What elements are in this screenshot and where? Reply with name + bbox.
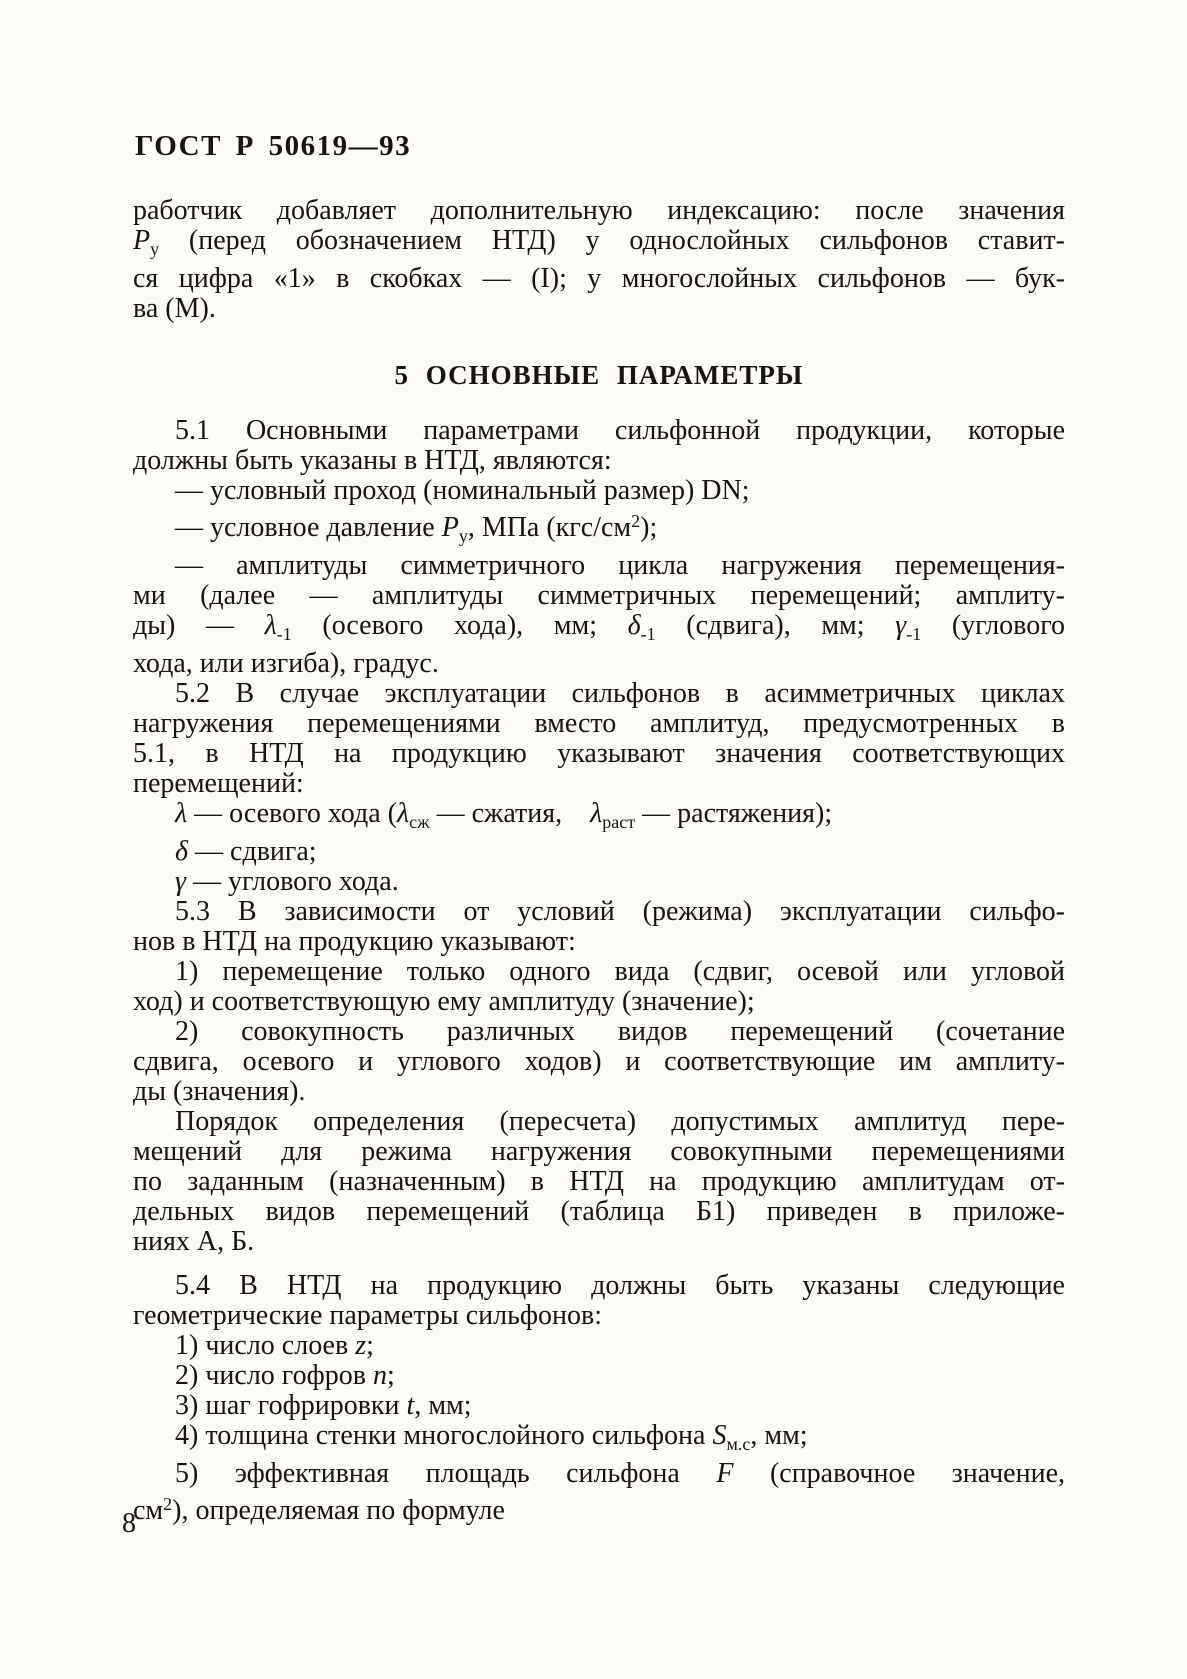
text-segment: 1) число слоев — [175, 1330, 356, 1361]
text-segment: Порядок определения (пересчета) допустимых амплитуд пере- — [175, 1106, 1065, 1137]
text-segment: 4) толщина стенки многослойного сильфона — [175, 1420, 713, 1451]
symbol-text: δ — [627, 610, 641, 641]
text-line — [133, 837, 1065, 867]
text-segment: ся цифра «1» в скобках — (I); у многослойных сильфонов — бук- — [133, 263, 1065, 294]
text-line — [133, 446, 1065, 476]
subscript-text: -1 — [906, 624, 922, 644]
text-line — [133, 1271, 1065, 1301]
text-segment: ), определяемая по формуле — [172, 1495, 505, 1526]
text-line — [133, 1047, 1065, 1077]
text-segment: — амплитуды симметричного цикла нагружения перемещения- — [175, 550, 1065, 581]
superscript-text: 2 — [631, 511, 641, 531]
text-line — [133, 1489, 1065, 1526]
text-segment: геометрические параметры сильфонов: — [133, 1300, 603, 1331]
text-segment: 5.1 Основными параметрами сильфонной продукции, которые — [175, 415, 1065, 446]
symbol-text: t — [406, 1390, 415, 1421]
symbol-text: λ — [175, 798, 188, 829]
text-line — [133, 506, 1065, 551]
text-segment: — сдвига; — [188, 836, 317, 867]
text-line — [133, 1167, 1065, 1197]
text-line — [133, 226, 1065, 264]
text-segment: , мм; — [414, 1390, 472, 1421]
text-line — [133, 927, 1065, 957]
symbol-text: γ — [895, 610, 907, 641]
text-segment: — растяжения); — [635, 798, 833, 829]
text-line — [133, 196, 1065, 226]
text-segment: , МПа (кгс/см — [467, 512, 632, 543]
paragraph — [133, 679, 1065, 897]
symbol-text: z — [355, 1330, 367, 1361]
text-line — [133, 1459, 1065, 1489]
text-segment: перемещений: — [133, 768, 304, 799]
text-line — [133, 739, 1065, 769]
text-segment: нов в НТД на продукцию указывают: — [133, 926, 576, 957]
text-segment: 2) совокупность различных видов перемещений (сочетание — [175, 1016, 1065, 1047]
text-segment: (сдвига), мм; — [655, 610, 896, 641]
symbol-text: λ — [396, 798, 410, 829]
text-segment: — условный проход (номинальный размер) DN; — [175, 475, 750, 506]
text-line — [133, 1301, 1065, 1331]
text-line — [133, 1227, 1065, 1257]
symbol-text: Р — [441, 512, 459, 543]
text-line — [133, 679, 1065, 709]
paragraph — [133, 1271, 1065, 1526]
subscript-text: м.с — [726, 1434, 751, 1454]
text-line — [133, 1421, 1065, 1459]
text-line — [133, 897, 1065, 927]
text-segment: 5) эффективная площадь сильфона — [175, 1458, 717, 1489]
section-heading: 5 ОСНОВНЫЕ ПАРАМЕТРЫ — [394, 360, 804, 390]
text-line — [133, 769, 1065, 799]
symbol-text: γ — [175, 866, 187, 897]
text-segment: дельных видов перемещений (таблица Б1) приведен в приложе- — [133, 1196, 1065, 1227]
text-segment: по заданным (назначенным) в НТД на продукцию амплитудам от- — [133, 1166, 1065, 1197]
subscript-text: у — [150, 239, 160, 259]
text-segment: — сжатия, — [429, 798, 591, 829]
text-segment: (справочное значение, — [733, 1458, 1065, 1489]
text-segment: ниях А, Б. — [133, 1226, 255, 1257]
text-line — [133, 1137, 1065, 1167]
text-line — [133, 1391, 1065, 1421]
text-line — [133, 264, 1065, 294]
text-line — [133, 1197, 1065, 1227]
text-segment: — углового хода. — [186, 866, 399, 897]
text-line — [133, 987, 1065, 1017]
text-line — [133, 551, 1065, 581]
symbol-text: Р — [133, 225, 151, 256]
text-segment: — осевого хода ( — [187, 798, 397, 829]
page-number: 8 — [122, 1508, 136, 1539]
text-segment: 2) число гофров — [175, 1360, 373, 1391]
text-segment: 5.3 В зависимости от условий (режима) эксплуатации сильфо- — [175, 896, 1065, 927]
text-segment: 3) шаг гофрировки — [175, 1390, 407, 1421]
text-segment: ; — [366, 1330, 374, 1361]
paragraph — [133, 416, 1065, 679]
subscript-text: -1 — [276, 624, 292, 644]
symbol-text: F — [716, 1458, 734, 1489]
text-segment: ми (далее — амплитуды симметричных перемещений; амплиту- — [133, 580, 1065, 611]
subscript-text: сж — [409, 812, 430, 832]
paragraph — [133, 897, 1065, 1257]
symbol-text: λ — [264, 610, 277, 641]
superscript-text: 2 — [163, 1494, 173, 1514]
symbol-text: n — [372, 1360, 387, 1391]
text-line — [133, 867, 1065, 897]
text-segment: 1) перемещение только одного вида (сдвиг, осевой или угловой — [175, 956, 1065, 987]
text-segment: — условное давление — [175, 512, 442, 543]
text-segment: 5.4 В НТД на продукцию должны быть указаны следующие — [175, 1270, 1065, 1301]
text-segment: хода, или изгиба), градус. — [133, 648, 439, 679]
text-line — [133, 709, 1065, 739]
symbol-text: δ — [175, 836, 189, 867]
text-segment: ва (М). — [133, 293, 216, 324]
text-segment: ); — [640, 512, 658, 543]
subscript-text: раст — [602, 812, 636, 832]
text-segment: ды (значения). — [133, 1076, 306, 1107]
paragraph — [133, 196, 1065, 324]
text-line — [133, 649, 1065, 679]
text-line — [133, 957, 1065, 987]
text-line — [133, 581, 1065, 611]
document-body — [133, 196, 1065, 1526]
text-segment: нагружения перемещениями вместо амплитуд, предусмотренных в — [133, 708, 1065, 739]
text-line — [133, 294, 1065, 324]
subscript-text: -1 — [640, 624, 656, 644]
text-line — [133, 1017, 1065, 1047]
text-segment: сдвига, осевого и углового ходов) и соответствующие им амплиту- — [133, 1046, 1065, 1077]
symbol-text: S — [712, 1420, 727, 1451]
text-segment: (углового — [921, 610, 1065, 641]
text-segment: (осевого хода), мм; — [291, 610, 628, 641]
text-segment: ; — [386, 1360, 395, 1391]
text-line — [133, 416, 1065, 446]
text-line — [133, 1331, 1065, 1361]
symbol-text: λ — [590, 798, 603, 829]
text-segment: работчик добавляет дополнительную индексацию: после значения — [133, 195, 1065, 226]
document-header: ГОСТ Р 50619—93 — [135, 130, 412, 162]
text-segment: ход) и соответствующую ему амплитуду (значение); — [133, 986, 755, 1017]
text-segment: , мм; — [750, 1420, 808, 1451]
text-line — [133, 1107, 1065, 1137]
text-line — [133, 476, 1065, 506]
subscript-text: у — [458, 526, 468, 546]
text-segment: (перед обозначением НТД) у однослойных сильфонов ставит- — [159, 225, 1065, 256]
text-segment: должны быть указаны в НТД, являются: — [133, 445, 612, 476]
text-segment: мещений для режима нагружения совокупными перемещениями — [133, 1136, 1065, 1167]
text-line — [133, 799, 1065, 837]
text-segment: 5.2 В случае эксплуатации сильфонов в асимметричных циклах — [175, 678, 1065, 709]
text-segment: ды) — — [133, 610, 265, 641]
text-segment: 5.1, в НТД на продукцию указывают значения соответствующих — [133, 738, 1065, 769]
text-line — [133, 1361, 1065, 1391]
text-line — [133, 1077, 1065, 1107]
text-line — [133, 611, 1065, 649]
text-segment: см — [133, 1495, 164, 1526]
